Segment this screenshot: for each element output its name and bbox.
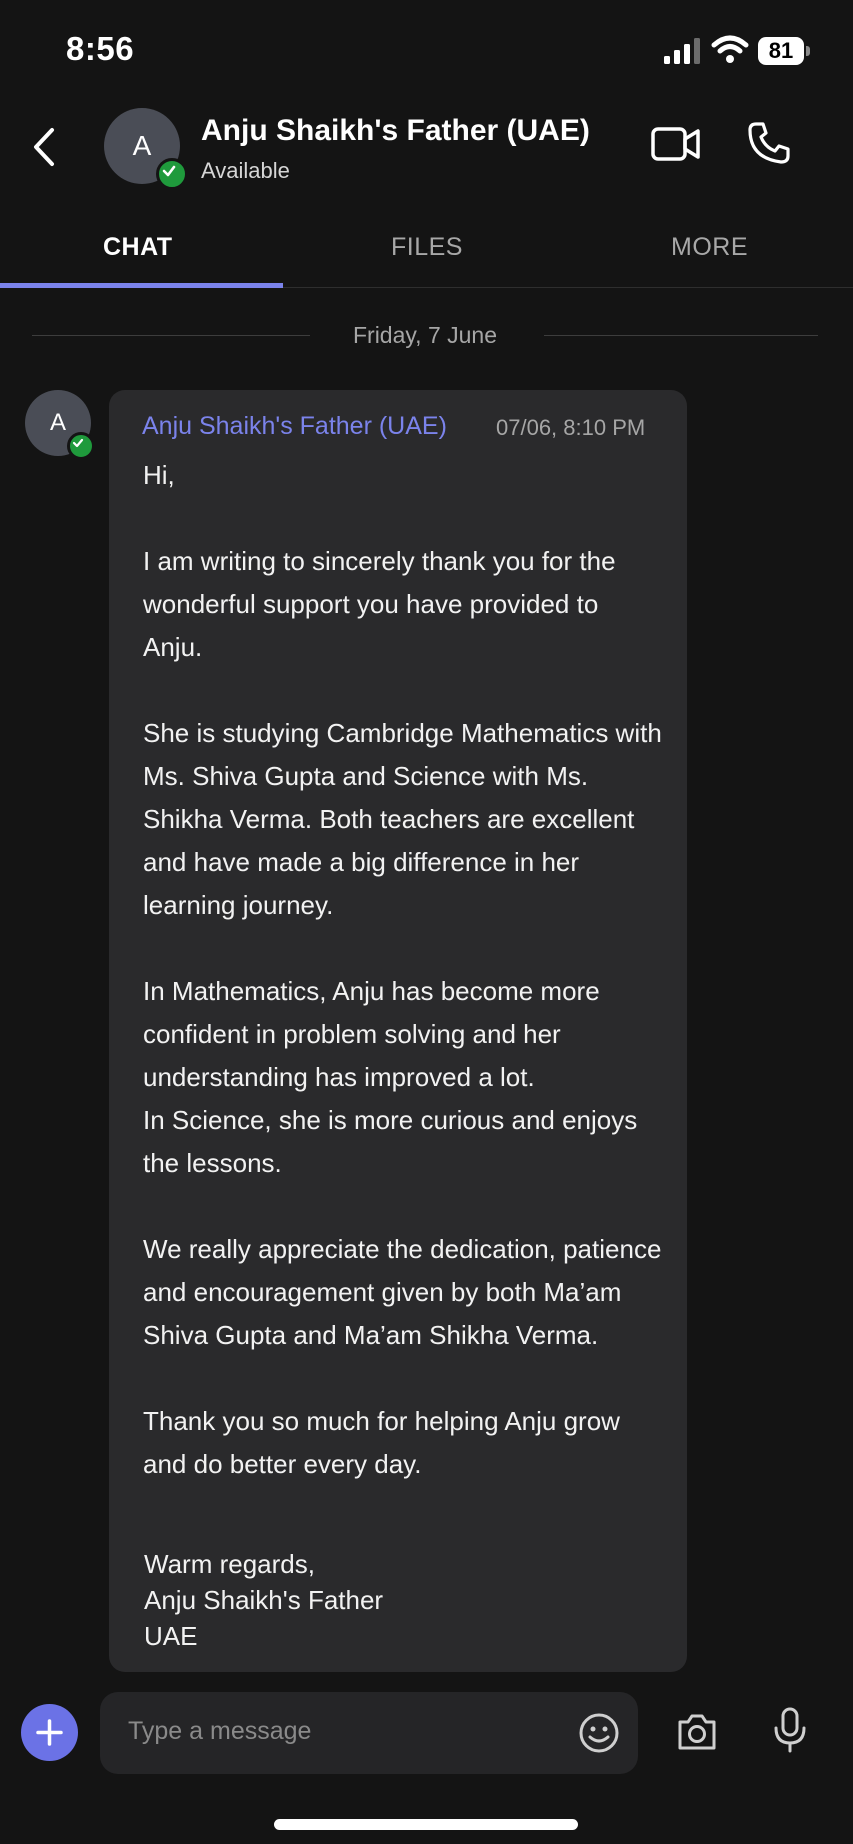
tab-files[interactable]: FILES <box>391 233 463 261</box>
message-paragraph: She is studying Cambridge Mathematics with Ms. Shiva Gupta and Science with Ms. Shikha Verma. Both teachers are excellent and have made a big difference in her learning journey. <box>143 718 662 920</box>
add-icon[interactable] <box>21 1704 78 1761</box>
message-paragraph: I am writing to sincerely thank you for the wonderful support you have provided to Anju. <box>143 546 616 662</box>
contact-presence-status: Available <box>201 158 290 183</box>
camera-icon[interactable] <box>676 1712 718 1752</box>
status-bar <box>0 0 853 100</box>
signoff-line: UAE <box>144 1621 198 1651</box>
phone-icon[interactable] <box>746 120 792 166</box>
active-tab-indicator <box>0 283 283 288</box>
message-paragraph: In Mathematics, Anju has become more confident in problem solving and her understanding has improved a lot. <box>143 976 600 1092</box>
chat-tabs <box>0 215 853 288</box>
message-paragraph: Hi, <box>143 460 175 490</box>
message-bubble[interactable] <box>109 390 687 1672</box>
presence-available-icon <box>156 158 188 190</box>
sender-avatar[interactable]: A <box>25 390 91 456</box>
video-call-icon[interactable] <box>650 122 702 166</box>
message-input-placeholder: Type a message <box>128 1717 312 1745</box>
message-input[interactable] <box>100 1692 638 1774</box>
home-indicator[interactable] <box>274 1819 578 1830</box>
message-body <box>143 454 663 1529</box>
message-timestamp: 07/06, 8:10 PM <box>496 415 646 440</box>
message-signoff <box>144 1546 664 1654</box>
message-paragraph: We really appreciate the dedication, patience and encouragement given by both Ma’am Shiva Gupta and Ma’am Shikha Verma. <box>143 1234 662 1350</box>
message-sender: Anju Shaikh's Father (UAE) <box>142 412 447 440</box>
date-divider <box>32 318 818 354</box>
signoff-line: Warm regards, <box>144 1549 315 1579</box>
status-time: 8:56 <box>66 30 135 67</box>
battery-icon <box>758 37 810 65</box>
contact-name[interactable]: Anju Shaikh's Father (UAE) <box>201 114 590 147</box>
cellular-signal-icon <box>664 38 704 64</box>
message-paragraph: Thank you so much for helping Anju grow and do better every day. <box>143 1406 620 1479</box>
emoji-icon[interactable] <box>578 1712 620 1754</box>
presence-available-icon <box>67 432 95 460</box>
microphone-icon[interactable] <box>772 1706 808 1754</box>
tab-more[interactable]: MORE <box>671 233 748 261</box>
contact-avatar[interactable]: A <box>104 108 180 184</box>
signoff-line: Anju Shaikh's Father <box>144 1585 384 1615</box>
date-divider-label: Friday, 7 June <box>352 322 498 348</box>
battery-level: 81 <box>758 37 804 65</box>
wifi-icon <box>710 34 750 64</box>
message-paragraph: In Science, she is more curious and enjoys the lessons. <box>143 1105 638 1178</box>
tab-chat[interactable]: CHAT <box>103 233 173 261</box>
back-icon[interactable] <box>28 124 62 170</box>
